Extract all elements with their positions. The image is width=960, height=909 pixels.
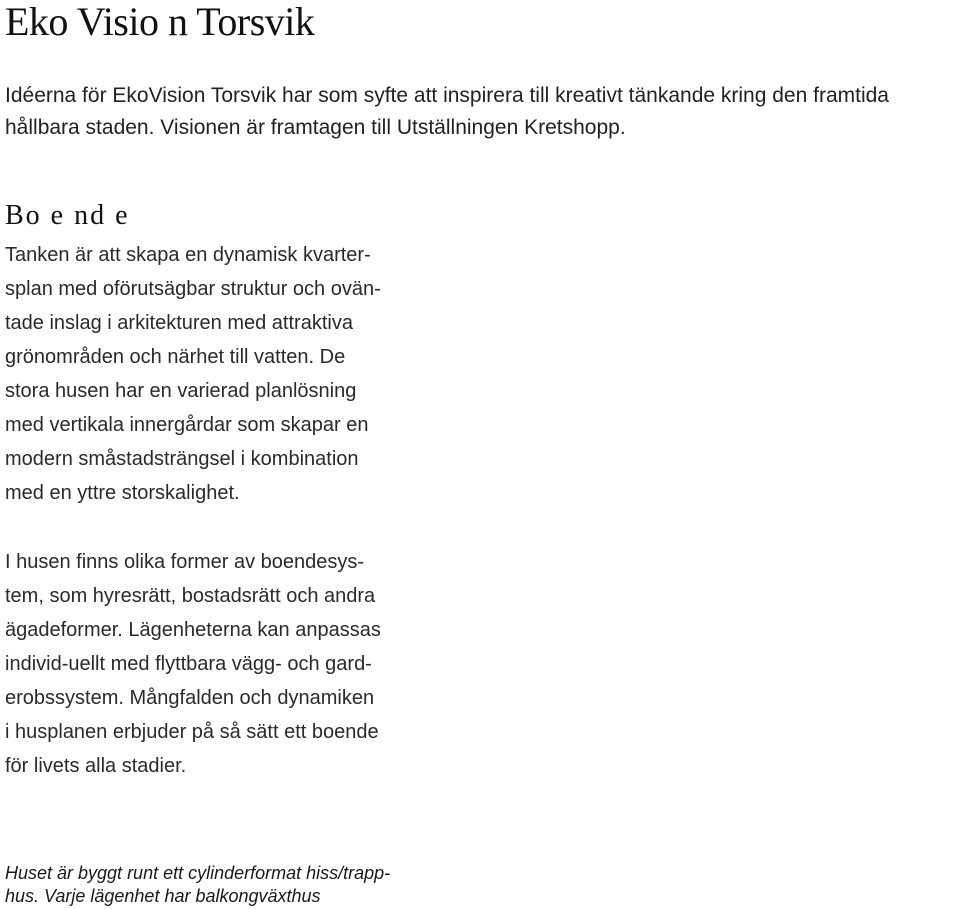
paragraph-line: tem, som hyresrätt, bostadsrätt och andra [5,585,376,607]
paragraph-line: individ-uellt med flyttbara vägg- och gard- [5,653,372,675]
paragraph-line: för livets alla stadier. [5,755,187,777]
paragraph-line: stora husen har en varierad planlösning [5,380,357,402]
intro-paragraph [5,80,957,144]
paragraph-line: erobssystem. Mångfalden och dynamiken [5,687,375,709]
paragraph-line: med vertikala innergårdar som skapar en [5,414,369,436]
paragraph-line: med en yttre storskalighet. [5,482,240,504]
paragraph-line: grönområden och närhet till vatten. De [5,346,346,368]
paragraph-line: ägadeformer. Lägenheterna kan anpassas [5,619,381,641]
intro-line: hållbara staden. Visionen är framtagen till Utställningen Kretshopp. [5,116,626,139]
boende-paragraph-2 [5,545,435,783]
image-caption [5,862,465,908]
paragraph-line: tade inslag i arkitekturen med attraktiva [5,312,353,334]
paragraph-line: Tanken är att skapa en dynamisk kvarter- [5,244,371,266]
caption-line: Huset är byggt runt ett cylinderformat hiss/trapp- [5,863,391,883]
page-title: Eko Visio n Torsvik [5,0,315,44]
paragraph-line: I husen finns olika former av boendesys- [5,551,365,573]
section-heading-boende: Bo e nd e [5,200,130,231]
boende-paragraph-1 [5,238,435,510]
caption-line: hus. Varje lägenhet har balkongväxthus [5,886,321,906]
paragraph-line: splan med oförutsägbar struktur och ovän- [5,278,381,300]
intro-line: Idéerna för EkoVision Torsvik har som syfte att inspirera till kreativt tänkande kring den framtida [5,84,889,107]
paragraph-line: i husplanen erbjuder på så sätt ett boende [5,721,379,743]
paragraph-line: modern småstadsträngsel i kombination [5,448,359,470]
